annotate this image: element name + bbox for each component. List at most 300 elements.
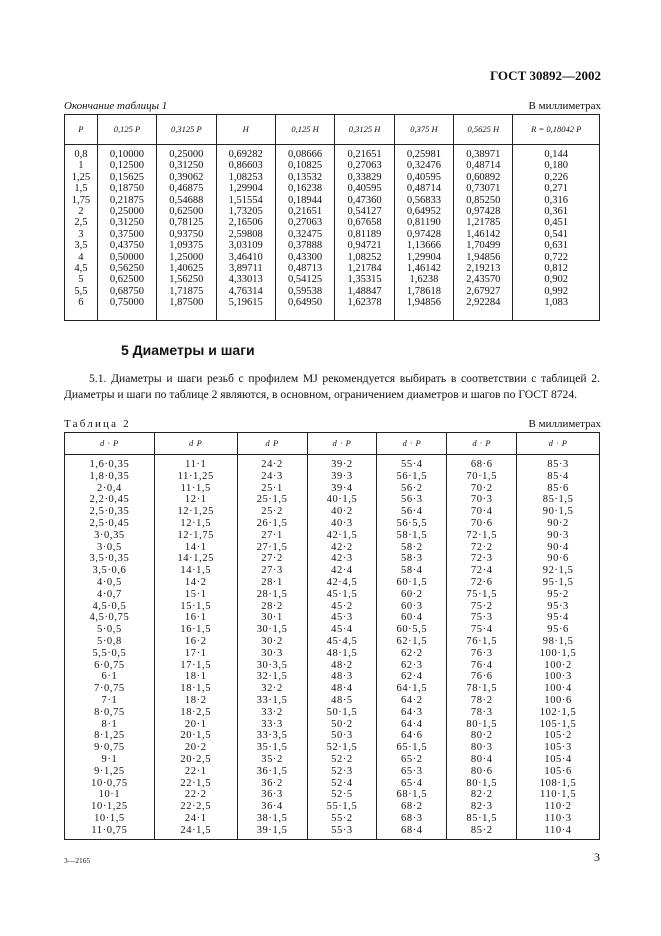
table1-cell: 5,19615: [216, 297, 275, 320]
table2-cell: 4·0,7: [65, 589, 155, 601]
table2-cell: 3,5·0,6: [65, 565, 155, 577]
table2-cell: 20·2,5: [154, 754, 237, 766]
table2-cell: 42·1,5: [307, 530, 377, 542]
table2-cell: 72·6: [447, 577, 517, 589]
table2-row: [65, 695, 600, 707]
table1-cell: 1,29904: [394, 252, 453, 263]
table1-cell: 1,29904: [216, 183, 275, 194]
table2-row: [65, 601, 600, 613]
table2-cell: 4,5·0,75: [65, 612, 155, 624]
table1-cell: 1,21785: [454, 217, 513, 228]
table2-cell: 35·1,5: [237, 742, 307, 754]
table1-cell: 0,78125: [157, 217, 216, 228]
page-number: 3: [594, 850, 600, 864]
table1-cell: 1,6238: [394, 274, 453, 285]
table1-cell: 0,54125: [275, 274, 334, 285]
table1-row: [65, 172, 600, 183]
table2-cell: 62·1,5: [377, 636, 447, 648]
table1-column-header: 0,5625 H: [454, 115, 513, 145]
table2-cell: 15·1: [154, 589, 237, 601]
table2-cell: 27·1,5: [237, 542, 307, 554]
table2-column-header: d · P: [517, 433, 600, 455]
table1-cell: 6: [65, 297, 98, 320]
table2-cell: 48·3: [307, 671, 377, 683]
table2-cell: 33·3: [237, 719, 307, 731]
table2-cell: 75·2: [447, 601, 517, 613]
table2-cell: 76·1,5: [447, 636, 517, 648]
table1-cell: 0,97428: [394, 229, 453, 240]
section-title: 5 Диаметры и шаги: [121, 342, 255, 358]
table2-cell: 32·1,5: [237, 671, 307, 683]
table1-cell: 1,73205: [216, 206, 275, 217]
table1-cell: 4,76314: [216, 286, 275, 297]
table2-cell: 68·2: [377, 801, 447, 813]
table2-cell: 60·5,5: [377, 624, 447, 636]
table2-cell: 95·6: [517, 624, 600, 636]
table2-cell: 1,8·0,35: [65, 471, 155, 483]
table2-cell: 22·1,5: [154, 778, 237, 790]
table2-row: [65, 589, 600, 601]
table2-cell: 28·1: [237, 577, 307, 589]
table2-cell: 28·2: [237, 601, 307, 613]
table2-header-row: [65, 433, 600, 455]
table2-row: [65, 553, 600, 565]
table2-cell: 7·1: [65, 695, 155, 707]
table1-cell: 0,81189: [335, 229, 394, 240]
table2-cell: 1,6·0,35: [65, 455, 155, 471]
table2-cell: 65·1,5: [377, 742, 447, 754]
table2-cell: 90·6: [517, 553, 600, 565]
table2-cell: 11·1: [154, 455, 237, 471]
table2-cell: 65·2: [377, 754, 447, 766]
table2-cell: 68·4: [377, 825, 447, 839]
table1-cell: 0,32475: [275, 229, 334, 240]
table1-cell: 0,38971: [454, 145, 513, 161]
table1-cell: 4,33013: [216, 274, 275, 285]
table2-cell: 80·1,5: [447, 778, 517, 790]
table1-column-header: H: [216, 115, 275, 145]
table1-cell: 1,87500: [157, 297, 216, 320]
table1-cell: 0,48714: [394, 183, 453, 194]
table1-cell: 0,40595: [394, 172, 453, 183]
table2-row: [65, 542, 600, 554]
table1-cell: 0,541: [513, 229, 600, 240]
table1-cell: 0,226: [513, 172, 600, 183]
table1-cell: 1,08252: [335, 252, 394, 263]
table1-row: [65, 297, 600, 320]
table2-cell: 56·4: [377, 506, 447, 518]
table1-row: [65, 252, 600, 263]
table2-row: [65, 671, 600, 683]
table2-row: [65, 813, 600, 825]
table1-cell: 0,31250: [157, 160, 216, 171]
table2-row: [65, 648, 600, 660]
table2-cell: 58·4: [377, 565, 447, 577]
table2-cell: 30·2: [237, 636, 307, 648]
table1-cell: 0,56833: [394, 195, 453, 206]
table2-cell: 3·0,35: [65, 530, 155, 542]
table2-cell: 48·2: [307, 660, 377, 672]
table2-cell: 6·0,75: [65, 660, 155, 672]
table2-cell: 75·3: [447, 612, 517, 624]
table1-cell: 0,46875: [157, 183, 216, 194]
table1-cell: 3,5: [65, 240, 98, 251]
table1-units: В миллиметрах: [528, 100, 601, 112]
table2-cell: 42·4,5: [307, 577, 377, 589]
table1-cell: 1,46142: [394, 263, 453, 274]
table2-cell: 6·1: [65, 671, 155, 683]
table2-cell: 11·1,5: [154, 483, 237, 495]
table1-cell: 0,67658: [335, 217, 394, 228]
table2-cell: 70·1,5: [447, 471, 517, 483]
table1-cell: 0,631: [513, 240, 600, 251]
table2-cell: 60·4: [377, 612, 447, 624]
table2-cell: 98·1,5: [517, 636, 600, 648]
table1-cell: 1,78618: [394, 286, 453, 297]
table2-cell: 80·2: [447, 730, 517, 742]
table1-cell: 1,62378: [335, 297, 394, 320]
table2-cell: 18·2,5: [154, 707, 237, 719]
table2-cell: 70·4: [447, 506, 517, 518]
table2-cell: 42·4: [307, 565, 377, 577]
table2-cell: 18·1: [154, 671, 237, 683]
footer-print-code: 3—2165: [64, 856, 91, 865]
table2-cell: 78·2: [447, 695, 517, 707]
table2-cell: 25·1,5: [237, 494, 307, 506]
table1-row: [65, 240, 600, 251]
table1-cell: 0,21651: [335, 145, 394, 161]
table2-cell: 76·3: [447, 648, 517, 660]
table2-row: [65, 494, 600, 506]
table2-cell: 10·1,5: [65, 813, 155, 825]
table1-cell: 0,50000: [97, 252, 156, 263]
table2-cell: 12·1,25: [154, 506, 237, 518]
table1-cell: 2,16506: [216, 217, 275, 228]
table2-cell: 40·1,5: [307, 494, 377, 506]
table1-cell: 0,31250: [97, 217, 156, 228]
table2-cell: 52·5: [307, 789, 377, 801]
table2-cell: 48·4: [307, 683, 377, 695]
table2-cell: 85·1,5: [517, 494, 600, 506]
table2-cell: 105·1,5: [517, 719, 600, 731]
table1-cell: 0,64950: [275, 297, 334, 320]
table2-cell: 100·3: [517, 671, 600, 683]
table2-column-header: d · P: [447, 433, 517, 455]
table2-cell: 85·1,5: [447, 813, 517, 825]
table2-cell: 7·0,75: [65, 683, 155, 695]
table1-cell: 3,46410: [216, 252, 275, 263]
table1-cell: 1,09375: [157, 240, 216, 251]
table1-cell: 0,56250: [97, 263, 156, 274]
table1-cell: 1,35315: [335, 274, 394, 285]
table2-cell: 76·4: [447, 660, 517, 672]
table2-cell: 60·1,5: [377, 577, 447, 589]
table1-cell: 0,48713: [275, 263, 334, 274]
table1-column-header: 0,125 P: [97, 115, 156, 145]
table1-row: [65, 183, 600, 194]
table1-cell: 0,08666: [275, 145, 334, 161]
table2-cell: 100·2: [517, 660, 600, 672]
table2-cell: 17·1,5: [154, 660, 237, 672]
table2-cell: 14·2: [154, 577, 237, 589]
table2-cell: 5,5·0,5: [65, 648, 155, 660]
table2-cell: 90·1,5: [517, 506, 600, 518]
table1-cell: 2,59808: [216, 229, 275, 240]
table2-cell: 39·4: [307, 483, 377, 495]
table2-cell: 30·1,5: [237, 624, 307, 636]
table2-column-header: d · P: [307, 433, 377, 455]
table2-cell: 76·6: [447, 671, 517, 683]
table1-cell: 0,62500: [97, 274, 156, 285]
table1-cell: 3,89711: [216, 263, 275, 274]
table2-cell: 20·1,5: [154, 730, 237, 742]
table2-cell: 60·2: [377, 589, 447, 601]
table2-cell: 8·0,75: [65, 707, 155, 719]
table1-cell: 1,46142: [454, 229, 513, 240]
table2-cell: 24·1: [154, 813, 237, 825]
table2-cell: 64·2: [377, 695, 447, 707]
table1: [64, 114, 600, 321]
table1-cell: 0,812: [513, 263, 600, 274]
table1-cell: 0,43750: [97, 240, 156, 251]
table2-cell: 33·3,5: [237, 730, 307, 742]
table1-cell: 1,75: [65, 195, 98, 206]
table1-cell: 0,62500: [157, 206, 216, 217]
table2-cell: 82·2: [447, 789, 517, 801]
table2-cell: 22·1: [154, 766, 237, 778]
table1-row: [65, 229, 600, 240]
table1-cell: 0,85250: [454, 195, 513, 206]
table2-cell: 18·1,5: [154, 683, 237, 695]
table1-cell: 1,08253: [216, 172, 275, 183]
table1-cell: 0,60892: [454, 172, 513, 183]
table2-cell: 14·1,25: [154, 553, 237, 565]
table1-cell: 1,48847: [335, 286, 394, 297]
table1-row: [65, 263, 600, 274]
table2-row: [65, 660, 600, 672]
table2-cell: 4,5·0,5: [65, 601, 155, 613]
table2-cell: 22·2: [154, 789, 237, 801]
table1-cell: 0,81190: [394, 217, 453, 228]
table1-cell: 0,361: [513, 206, 600, 217]
table1-cell: 1,51554: [216, 195, 275, 206]
table1-column-header: 0,125 H: [275, 115, 334, 145]
table1-cell: 0,97428: [454, 206, 513, 217]
table2-cell: 36·1,5: [237, 766, 307, 778]
table2-cell: 2,5·0,35: [65, 506, 155, 518]
table1-cell: 0,27063: [275, 217, 334, 228]
table2-cell: 10·1: [65, 789, 155, 801]
table1-cell: 0,32476: [394, 160, 453, 171]
table2-cell: 2,2·0,45: [65, 494, 155, 506]
table1-cell: 0,75000: [97, 297, 156, 320]
table2-cell: 11·1,25: [154, 471, 237, 483]
table2-cell: 85·3: [517, 455, 600, 471]
table1-cell: 0,18750: [97, 183, 156, 194]
table2-row: [65, 565, 600, 577]
table2-cell: 64·1,5: [377, 683, 447, 695]
table2-cell: 50·1,5: [307, 707, 377, 719]
table1-cell: 0,43300: [275, 252, 334, 263]
table2-cell: 39·2: [307, 455, 377, 471]
table2-cell: 55·1,5: [307, 801, 377, 813]
table2-row: [65, 506, 600, 518]
table2-cell: 95·1,5: [517, 577, 600, 589]
table2-cell: 68·6: [447, 455, 517, 471]
table1-row: [65, 195, 600, 206]
table2-cell: 8·1: [65, 719, 155, 731]
table2-cell: 14·1,5: [154, 565, 237, 577]
table2-cell: 42·2: [307, 542, 377, 554]
table2-cell: 85·2: [447, 825, 517, 839]
table2-cell: 64·4: [377, 719, 447, 731]
table1-cell: 0,47360: [335, 195, 394, 206]
table2-row: [65, 766, 600, 778]
table2-cell: 8·1,25: [65, 730, 155, 742]
table1-cell: 0,93750: [157, 229, 216, 240]
table2-cell: 58·2: [377, 542, 447, 554]
table1-row: [65, 286, 600, 297]
table2-cell: 100·1,5: [517, 648, 600, 660]
table1-cell: 0,73071: [454, 183, 513, 194]
table2-cell: 35·2: [237, 754, 307, 766]
table1-cell: 0,18944: [275, 195, 334, 206]
table1-cell: 1,5: [65, 183, 98, 194]
table2-cell: 72·3: [447, 553, 517, 565]
table2-row: [65, 778, 600, 790]
table2-cell: 10·0,75: [65, 778, 155, 790]
table2-cell: 68·3: [377, 813, 447, 825]
table2-cell: 52·3: [307, 766, 377, 778]
table2-cell: 90·3: [517, 530, 600, 542]
table2-cell: 4·0,5: [65, 577, 155, 589]
table1-column-header: 0,3125 H: [335, 115, 394, 145]
table1-cell: 0,451: [513, 217, 600, 228]
table2-cell: 80·4: [447, 754, 517, 766]
table2-cell: 105·2: [517, 730, 600, 742]
table2-cell: 78·1,5: [447, 683, 517, 695]
table2-cell: 24·3: [237, 471, 307, 483]
table2-cell: 80·1,5: [447, 719, 517, 731]
table2-cell: 55·2: [307, 813, 377, 825]
table1-cell: 2,92284: [454, 297, 513, 320]
table2-cell: 36·3: [237, 789, 307, 801]
table2-cell: 20·1: [154, 719, 237, 731]
table1-cell: 0,271: [513, 183, 600, 194]
table1-cell: 4,5: [65, 263, 98, 274]
table1-row: [65, 145, 600, 161]
table2-cell: 110·4: [517, 825, 600, 839]
table2-cell: 42·3: [307, 553, 377, 565]
table2-cell: 10·1,25: [65, 801, 155, 813]
table2-cell: 14·1: [154, 542, 237, 554]
table1-cell: 0,992: [513, 286, 600, 297]
table2-cell: 58·3: [377, 553, 447, 565]
table1-column-header: 0,3125 P: [157, 115, 216, 145]
table1-cell: 0,37500: [97, 229, 156, 240]
table2-cell: 20·2: [154, 742, 237, 754]
table2-cell: 62·3: [377, 660, 447, 672]
table2-row: [65, 707, 600, 719]
table1-column-header: P: [65, 115, 98, 145]
table2-cell: 27·1: [237, 530, 307, 542]
table2-cell: 72·1,5: [447, 530, 517, 542]
table2-cell: 95·2: [517, 589, 600, 601]
table2-cell: 75·4: [447, 624, 517, 636]
table1-cell: 0,54127: [335, 206, 394, 217]
table2-cell: 5·0,5: [65, 624, 155, 636]
table2-cell: 68·1,5: [377, 789, 447, 801]
table1-cell: 0,39062: [157, 172, 216, 183]
table1-cell: 1,13666: [394, 240, 453, 251]
table1-header-row: [65, 115, 600, 145]
table2-row: [65, 636, 600, 648]
table2-cell: 39·3: [307, 471, 377, 483]
table1-body: [65, 145, 600, 321]
table2-cell: 40·2: [307, 506, 377, 518]
table1-column-header: 0,375 H: [394, 115, 453, 145]
table1-cell: 5,5: [65, 286, 98, 297]
table1-cell: 0,10000: [97, 145, 156, 161]
table1-cell: 0,25000: [97, 206, 156, 217]
table1-cell: 1,71875: [157, 286, 216, 297]
table1-cell: 0,21651: [275, 206, 334, 217]
table2-cell: 16·1,5: [154, 624, 237, 636]
table2-cell: 16·1: [154, 612, 237, 624]
table2-cell: 24·1,5: [154, 825, 237, 839]
table2-cell: 72·4: [447, 565, 517, 577]
table2-cell: 18·2: [154, 695, 237, 707]
table1-cell: 0,8: [65, 145, 98, 161]
table1-cell: 2,19213: [454, 263, 513, 274]
table1-cell: 0,68750: [97, 286, 156, 297]
table1-column-header: R = 0,18042 P: [513, 115, 600, 145]
table1-cell: 1,083: [513, 297, 600, 320]
table2-cell: 38·1,5: [237, 813, 307, 825]
table2-row: [65, 518, 600, 530]
table2-row: [65, 719, 600, 731]
table2-cell: 100·4: [517, 683, 600, 695]
table2-cell: 11·0,75: [65, 825, 155, 839]
table2-column-header: d P: [237, 433, 307, 455]
table1-cell: 2: [65, 206, 98, 217]
table2-cell: 48·5: [307, 695, 377, 707]
table1-cell: 0,21875: [97, 195, 156, 206]
table2-cell: 22·2,5: [154, 801, 237, 813]
table2-cell: 85·4: [517, 471, 600, 483]
table2-cell: 45·3: [307, 612, 377, 624]
table2-cell: 26·1,5: [237, 518, 307, 530]
table1-cell: 1,94856: [454, 252, 513, 263]
table2-cell: 55·3: [307, 825, 377, 839]
table1-cell: 0,13532: [275, 172, 334, 183]
table2-cell: 100·6: [517, 695, 600, 707]
table1-cell: 0,59538: [275, 286, 334, 297]
table2-cell: 110·1,5: [517, 789, 600, 801]
table1-cell: 0,40595: [335, 183, 394, 194]
table2-cell: 60·3: [377, 601, 447, 613]
table1-row: [65, 217, 600, 228]
table2-row: [65, 471, 600, 483]
table2-cell: 36·2: [237, 778, 307, 790]
table2-cell: 24·2: [237, 455, 307, 471]
table2-cell: 33·2: [237, 707, 307, 719]
table1-cell: 0,94721: [335, 240, 394, 251]
table2-cell: 110·3: [517, 813, 600, 825]
table2-row: [65, 825, 600, 839]
table2-cell: 3·0,5: [65, 542, 155, 554]
table2-cell: 2·0,4: [65, 483, 155, 495]
